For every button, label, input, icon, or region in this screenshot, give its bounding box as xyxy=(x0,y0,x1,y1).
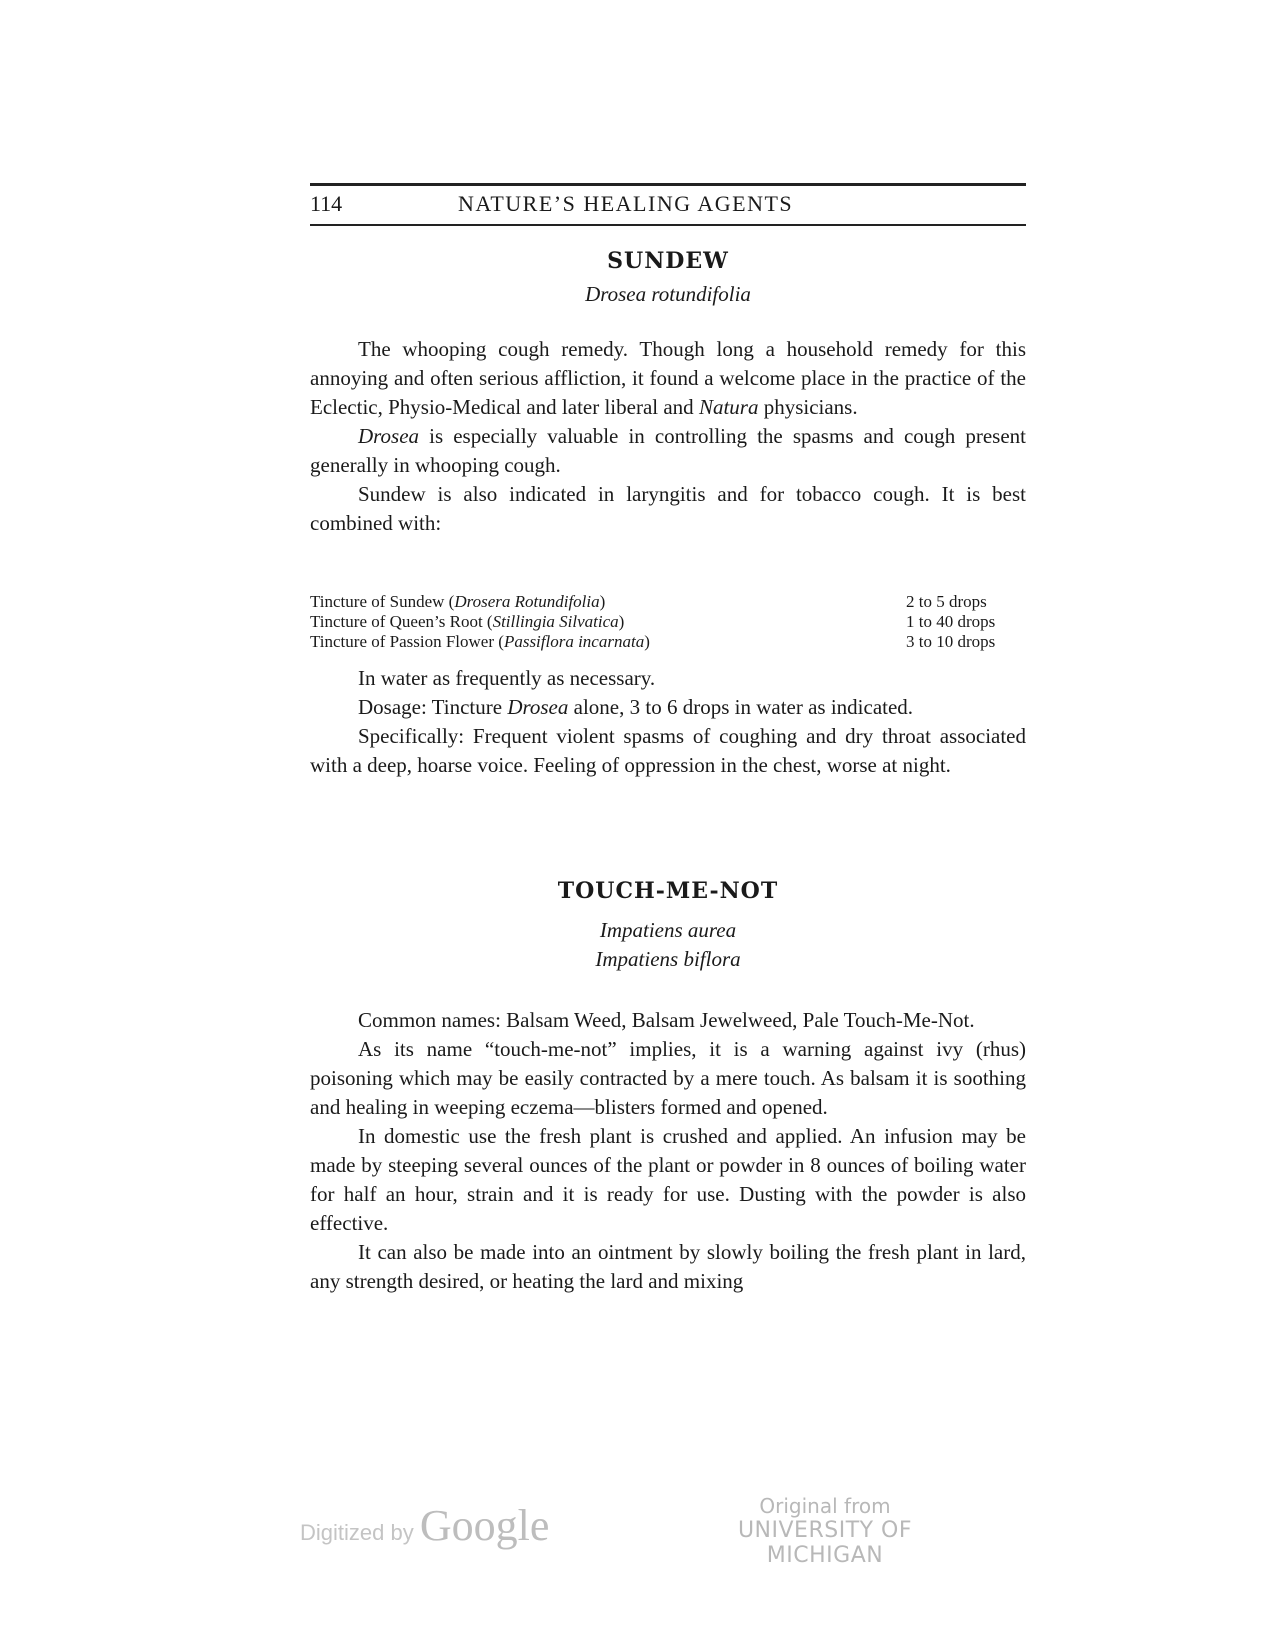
tincture-dose: 1 to 40 drops xyxy=(906,612,996,631)
touch-me-not-heading xyxy=(310,878,1026,972)
running-header xyxy=(310,183,1026,226)
paragraph: As its name “touch-me-not” implies, it is a warning against ivy (rhus) poisoning which may be easily contracted by a mere touch. As balsam it is soothing and healing in weeping eczema—blisters formed and opened. xyxy=(310,1037,1026,1119)
paragraph: Drosea is especially valuable in controlling the spasms and cough present generally in whooping cough. xyxy=(310,424,1026,477)
paragraph: Dosage: Tincture Drosea alone, 3 to 6 drops in water as indicated. xyxy=(358,695,914,719)
latin-name-sundew: Drosea rotundifolia xyxy=(585,282,751,306)
tincture-dose: 2 to 5 drops xyxy=(906,592,987,611)
paragraph: In domestic use the fresh plant is crushed and applied. An infusion may be made by steeping several ounces of the plant or powder in 8 ounces of boiling water for half an hour, strain and it is ready for use. Dusting with the powder is also effective. xyxy=(310,1124,1026,1235)
digitized-by-watermark: Digitized by Google xyxy=(300,1501,550,1550)
university-name: UNIVERSITY OF MICHIGAN xyxy=(737,1518,913,1568)
running-title: NATURE’S HEALING AGENTS xyxy=(458,191,794,216)
original-from-watermark: Original from UNIVERSITY OF MICHIGAN xyxy=(695,1494,955,1568)
sundew-text-continued xyxy=(310,664,1026,780)
sundew-text xyxy=(310,335,1026,538)
tincture-row: Tincture of Sundew (Drosera Rotundifolia) 2 to 5 drops xyxy=(310,592,1026,612)
google-logo: Google xyxy=(419,1501,550,1550)
tincture-row: Tincture of Passion Flower (Passiflora incarnata) 3 to 10 drops xyxy=(310,632,1026,652)
sundew-heading xyxy=(310,248,1026,307)
tincture-dose: 3 to 10 drops xyxy=(906,632,996,651)
paragraph: In water as frequently as necessary. xyxy=(358,666,656,690)
latin-name-2: Impatiens biflora xyxy=(595,947,741,971)
section-title-touch-me-not: TOUCH-ME-NOT xyxy=(557,878,779,904)
paragraph: Sundew is also indicated in laryngitis and for tobacco cough. It is best combined with: xyxy=(310,482,1026,535)
tincture-row: Tincture of Queen’s Root (Stillingia Silvatica) 1 to 40 drops xyxy=(310,612,1026,632)
tincture-list xyxy=(310,592,1026,652)
paragraph: Specifically: Frequent violent spasms of coughing and dry throat associated with a deep, hoarse voice. Feeling of oppression in the chest, worse at night. xyxy=(310,724,1026,777)
paragraph: It can also be made into an ointment by slowly boiling the fresh plant in lard, any strength desired, or heating the lard and mixing xyxy=(310,1240,1026,1293)
page-number: 114 xyxy=(310,191,343,216)
paragraph: The whooping cough remedy. Though long a household remedy for this annoying and often serious affliction, it found a welcome place in the practice of the Eclectic, Physio-Medical and later liberal and Natura physicians. xyxy=(310,337,1026,419)
paragraph: Common names: Balsam Weed, Balsam Jewelweed, Pale Touch-Me-Not. xyxy=(358,1008,975,1032)
section-title-sundew: SUNDEW xyxy=(607,248,729,274)
touch-me-not-text xyxy=(310,1006,1026,1296)
latin-name-1: Impatiens aurea xyxy=(599,918,737,942)
